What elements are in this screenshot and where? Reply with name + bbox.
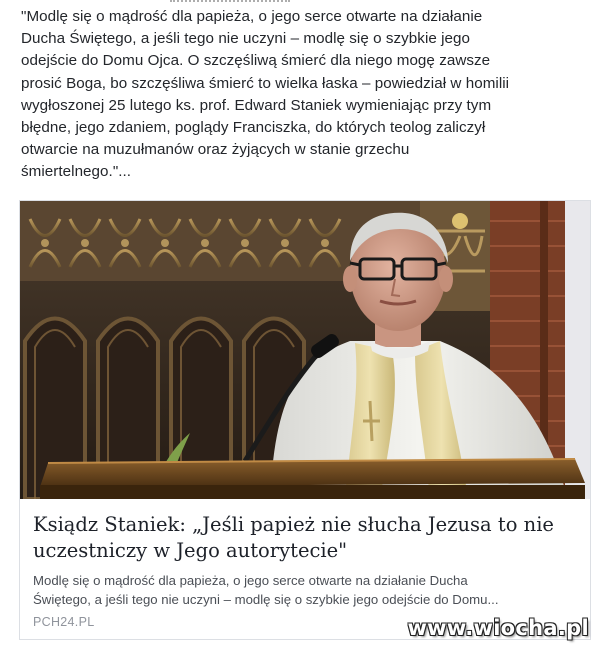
post-text-line: wygłoszonej 25 lutego ks. prof. Edward Staniek wymieniając przy tym	[21, 96, 492, 114]
post-text-line: otwarcie na muzułmanów oraz żyjących w stanie grzechu	[21, 141, 410, 159]
headline-line: Ksiądz Staniek: „Jeśli papież nie słucha Jezusa to nie	[33, 513, 554, 536]
post-text-line: błędne, jego zdaniem, poglądy Franciszka, do których teolog zaliczył	[21, 119, 486, 137]
post-text-line: odejście do Domu Ojca. O szczęśliwą śmierć dla niego mogę zawsze	[21, 52, 491, 70]
headline-line: uczestniczy w Jego autorytecie"	[33, 539, 348, 562]
cropped-text-edge	[170, 0, 290, 4]
link-preview-card[interactable]	[19, 200, 591, 640]
priest-at-lectern-photo	[20, 201, 590, 499]
lead-line: Świętego, a jeśli tego nie uczyni – modlę się o szybkie jego odejście do Domu...	[33, 591, 499, 607]
post-text-line: "Modlę się o mądrość dla papieża, o jego serce otwarte na działanie	[21, 8, 483, 25]
article-domain: PCH24.PL	[33, 615, 95, 629]
article-lead	[33, 572, 578, 609]
lead-line: Modlę się o mądrość dla papieża, o jego serce otwarte na działanie Ducha	[33, 573, 468, 588]
post-text	[21, 6, 591, 184]
post-text-line: prosić Boga, bo szczęśliwa śmierć to wielka łaska – powiedział w homilii	[21, 74, 510, 92]
site-watermark: www.wiocha.pl	[407, 616, 589, 640]
article-photo[interactable]	[20, 201, 590, 499]
post-text-line: śmiertelnego."...	[21, 163, 132, 181]
post-text-line: Ducha Świętego, a jeśli tego nie uczyni – modlę się o szybkie jego	[21, 30, 471, 48]
article-headline[interactable]	[33, 512, 578, 564]
